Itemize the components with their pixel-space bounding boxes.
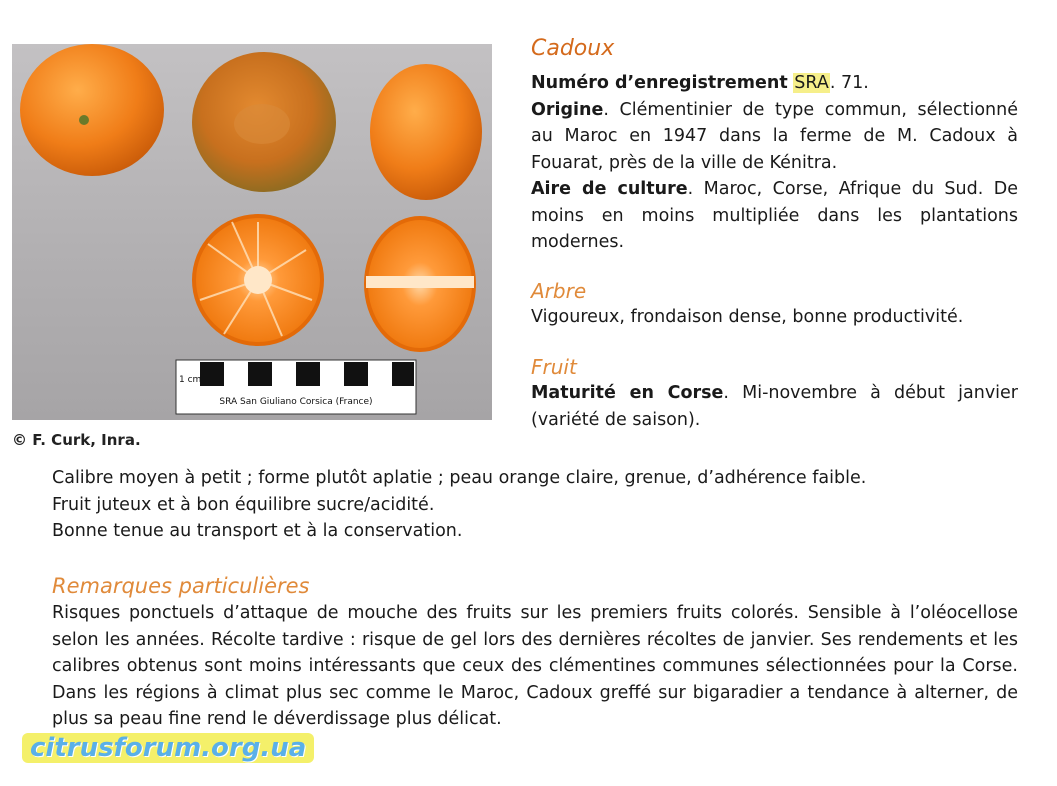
registration-label: Numéro d’enregistrement [531, 73, 788, 93]
fruit-description [52, 465, 1018, 545]
photo-credit: © F. Curk, Inra. [12, 431, 141, 449]
fruit-whole-3 [370, 64, 482, 200]
registration-number: . 71. [829, 73, 869, 93]
maturity-label: Maturité en Corse [531, 383, 724, 403]
fruit-line-1: Calibre moyen à petit ; forme plutôt aplatie ; peau orange claire, grenue, d’adhérence faible. [52, 468, 867, 488]
origin-paragraph [531, 97, 1018, 177]
fruit-whole-1 [20, 44, 164, 176]
culture-text: . Maroc, Corse, Afrique du Sud. De moins en moins multipliée dans les plantations modernes. [531, 179, 1018, 252]
remarks-section [52, 572, 1018, 733]
fruit-photo [12, 44, 492, 420]
scale-label: 1 cm [179, 375, 202, 385]
maturity-paragraph [531, 380, 1018, 433]
origin-text: . Clémentinier de type commun, sélectionné au Maroc en 1947 dans la ferme de M. Cadoux à Fouarat, près de la ville de Kénitra. [531, 99, 1018, 173]
fruit-line-3: Bonne tenue au transport et à la conservation. [52, 521, 463, 541]
fruit-heading: Fruit [531, 355, 577, 379]
registration-line [531, 70, 1018, 97]
maturity-text: . Mi-novembre à début janvier (variété de saison). [531, 383, 1018, 430]
origin-label: Origine [531, 99, 604, 120]
watermark: citrusforum.org.ua [22, 733, 314, 763]
culture-label: Aire de culture [531, 179, 688, 199]
variety-summary [531, 34, 1018, 433]
tree-heading: Arbre [531, 278, 587, 303]
culture-paragraph [531, 176, 1018, 256]
fruit-photo-illustration [12, 44, 492, 420]
scale-bar [176, 360, 416, 414]
remarks-heading: Remarques particulières [52, 574, 310, 598]
station-label: SRA San Giuliano Corsica (France) [219, 397, 373, 407]
fruit-line-2: Fruit juteux et à bon équilibre sucre/acidité. [52, 494, 435, 515]
tree-text: Vigoureux, frondaison dense, bonne productivité. [531, 306, 964, 327]
remarks-text: Risques ponctuels d’attaque de mouche des fruits sur les premiers fruits colorés. Sensible à l’oléocellose selon les années. Récolte tardive : risque de gel lors des dernières récoltes de janvier. Ses rendements et les calibres obtenus sont moins intéressants que ceux des clémentines communes sélectionnées pour la Corse. Dans les régions à climat plus sec comme le Maroc, Cadoux greffé sur bigaradier a tendance à alterner, de plus sa peau fine rend le déverdissage plus délicat. [52, 603, 1018, 729]
registration-sra: SRA [794, 73, 829, 93]
variety-name: Cadoux [531, 36, 615, 61]
